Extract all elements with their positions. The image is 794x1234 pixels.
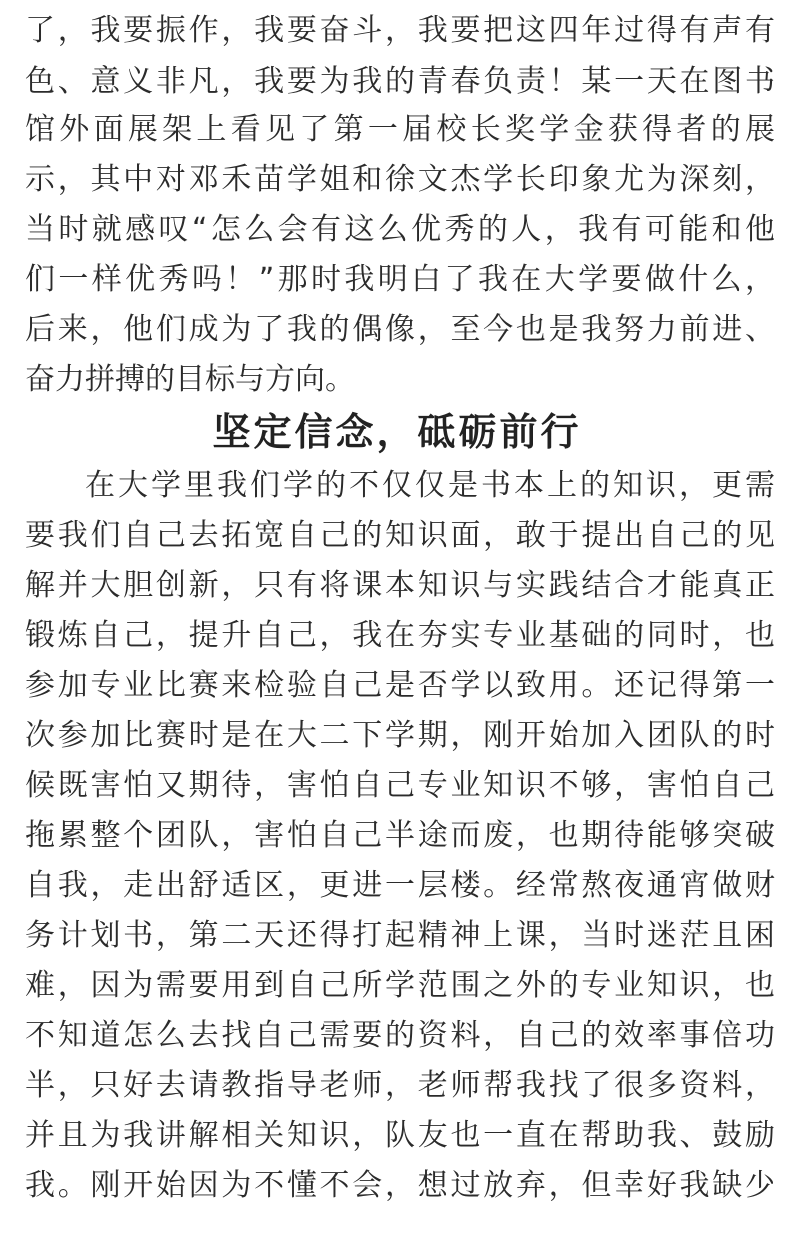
paragraph-line: 参加专业比赛来检验自己是否学以致用。还记得第一 — [25, 668, 775, 703]
paragraph-line: 馆外面展架上看见了第一届校长奖学金获得者的展 — [25, 112, 775, 147]
paragraph-line: 锻炼自己，提升自己，我在夯实专业基础的同时，也 — [25, 618, 775, 653]
paragraph-line: 候既害怕又期待，害怕自己专业知识不够，害怕自己 — [25, 768, 775, 803]
paragraph-line: 难，因为需要用到自己所学范围之外的专业知识，也 — [25, 968, 775, 1003]
paragraph-line: 色、意义非凡，我要为我的青春负责！某一天在图书 — [25, 64, 775, 99]
paragraph-line: 示，其中对邓禾苗学姐和徐文杰学长印象尤为深刻， — [25, 162, 775, 197]
paragraph-line: 务计划书，第二天还得打起精神上课，当时迷茫且困 — [25, 918, 775, 953]
paragraph-line: 要我们自己去拓宽自己的知识面，敢于提出自己的见 — [25, 518, 775, 553]
paragraph-line: 后来，他们成为了我的偶像，至今也是我努力前进、 — [25, 312, 775, 347]
paragraph-line: 了，我要振作，我要奋斗，我要把这四年过得有声有 — [25, 13, 775, 48]
paragraph-line: 在大学里我们学的不仅仅是书本上的知识，更需 — [85, 468, 775, 503]
paragraph-line: 半，只好去请教指导老师，老师帮我找了很多资料， — [25, 1068, 775, 1103]
paragraph-line: 当时就感叹“怎么会有这么优秀的人，我有可能和他 — [25, 212, 775, 247]
paragraph-line: 次参加比赛时是在大二下学期，刚开始加入团队的时 — [25, 718, 775, 753]
paragraph-line: 不知道怎么去找自己需要的资料，自己的效率事倍功 — [25, 1018, 775, 1053]
paragraph-line: 们一样优秀吗！”那时我明白了我在大学要做什么， — [25, 262, 775, 297]
paragraph-line: 自我，走出舒适区，更进一层楼。经常熬夜通宵做财 — [25, 868, 775, 903]
paragraph-line: 并且为我讲解相关知识，队友也一直在帮助我、鼓励 — [25, 1118, 775, 1153]
section-heading: 坚定信念，砥砺前行 — [212, 410, 582, 454]
paragraph-line: 奋力拼搏的目标与方向。 — [25, 362, 355, 397]
paragraph-line: 拖累整个团队，害怕自己半途而废，也期待能够突破 — [25, 818, 775, 853]
paragraph-line: 解并大胆创新，只有将课本知识与实践结合才能真正 — [25, 568, 775, 603]
paragraph-line: 我。刚开始因为不懂不会，想过放弃，但幸好我缺少 — [25, 1168, 775, 1203]
